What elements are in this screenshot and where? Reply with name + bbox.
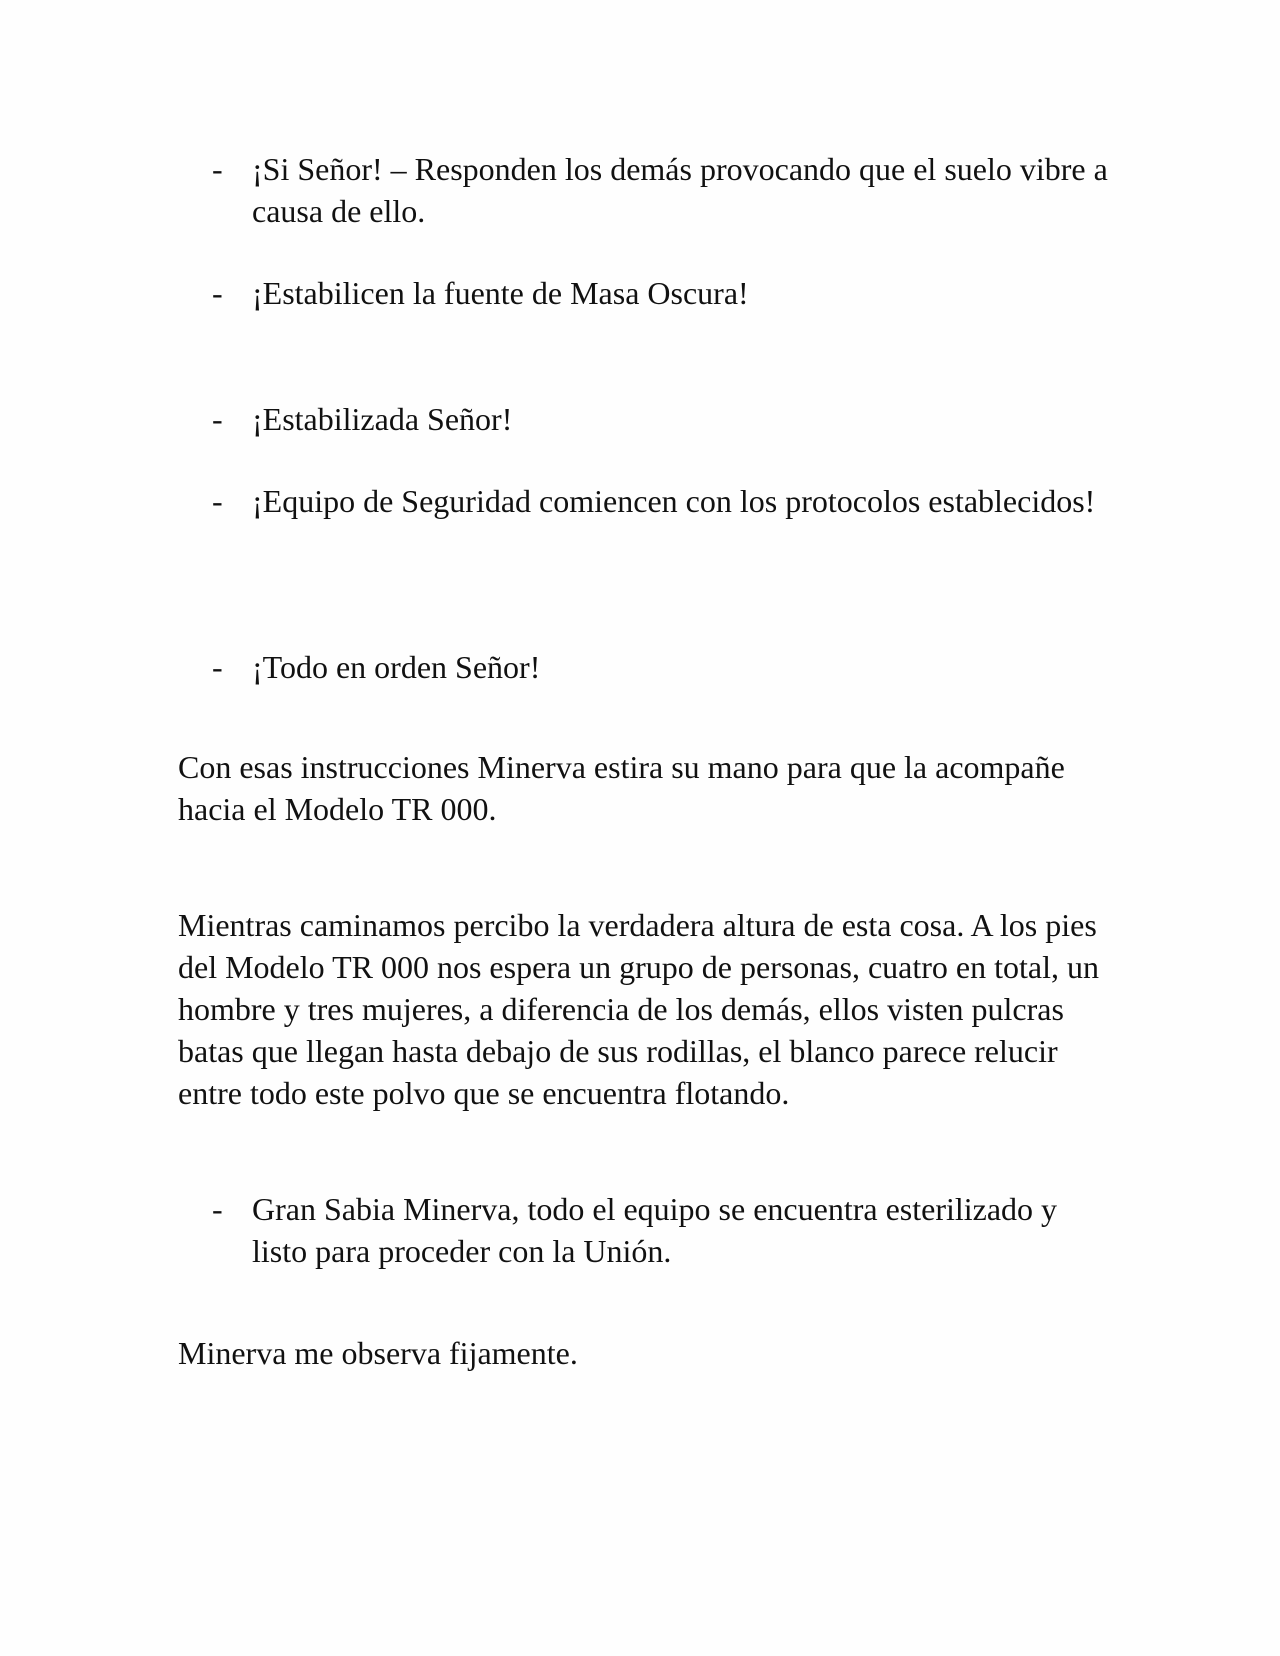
- narrative-paragraph: Mientras caminamos percibo la verdadera altura de esta cosa. A los pies del Modelo TR 000 nos espera un grupo de personas, cuatro en total, un hombre y tres mujeres, a diferencia de los demás, ellos visten pulcras batas que llegan hasta debajo de sus rodillas, el blanco parece relucir entre todo este polvo que se encuentra flotando.: [178, 907, 1099, 1111]
- dialogue-dash: -: [212, 649, 223, 685]
- dialogue-text: Gran Sabia Minerva, todo el equipo se encuentra esterilizado y listo para proceder con la Unión.: [252, 1191, 1058, 1269]
- dialogue-dash: -: [212, 483, 223, 519]
- dialogue-dash: -: [212, 1191, 223, 1227]
- dialogue-dash: -: [212, 401, 223, 437]
- dialogue-text: ¡Estabilizada Señor!: [252, 401, 513, 437]
- dialogue-text: ¡Todo en orden Señor!: [252, 649, 541, 685]
- dialogue-dash: -: [212, 151, 223, 187]
- closing-paragraph: Minerva me observa fijamente.: [178, 1335, 578, 1371]
- dialogue-dash: -: [212, 275, 223, 311]
- narrative-paragraph: Con esas instrucciones Minerva estira su mano para que la acompañe hacia el Modelo TR 000.: [178, 749, 1065, 827]
- dialogue-text: ¡Equipo de Seguridad comiencen con los protocolos establecidos!: [252, 483, 1096, 519]
- dialogue-text: ¡Si Señor! – Responden los demás provocando que el suelo vibre a causa de ello.: [252, 151, 1108, 229]
- dialogue-text: ¡Estabilicen la fuente de Masa Oscura!: [252, 275, 749, 311]
